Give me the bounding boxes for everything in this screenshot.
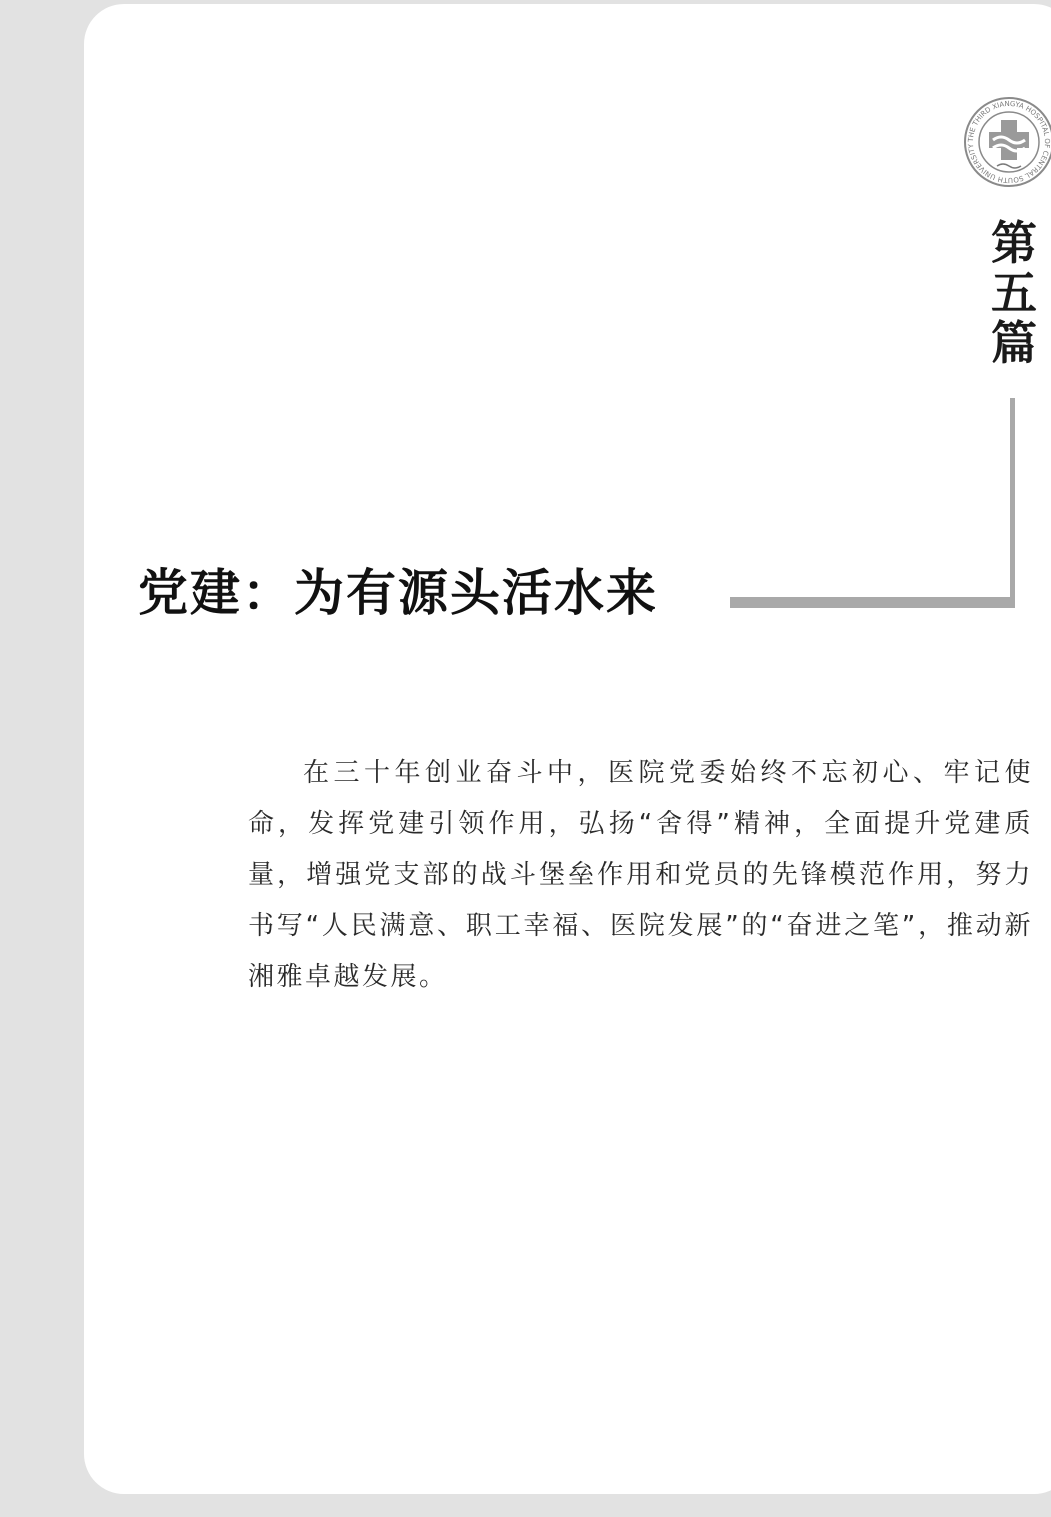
intro-paragraph: 在三十年创业奋斗中，医院党委始终不忘初心、牢记使命，发挥党建引领作用，弘扬“舍得”精神，全面提升党建质量，增强党支部的战斗堡垒作用和党员的先锋模范作用，努力书写“人民满意、职工幸福、医院发展”的“奋进之笔”，推动新湘雅卓越发展。 (248, 758, 1033, 992)
vertical-divider (1010, 398, 1015, 608)
hospital-logo-icon (963, 96, 1051, 188)
title-underline-bar (730, 597, 1015, 608)
part-label-char-3: 篇 (991, 316, 1037, 370)
part-label (986, 218, 1042, 368)
part-label-char-1: 第 (991, 216, 1037, 270)
part-label-char-2: 五 (991, 266, 1037, 320)
chapter-title: 党建：为有源头活水来 (138, 563, 658, 622)
logo-ring-text: THE THIRD XIANGYA HOSPITAL OF CENTRAL SOUTH UNIVERSITY (966, 99, 1051, 185)
